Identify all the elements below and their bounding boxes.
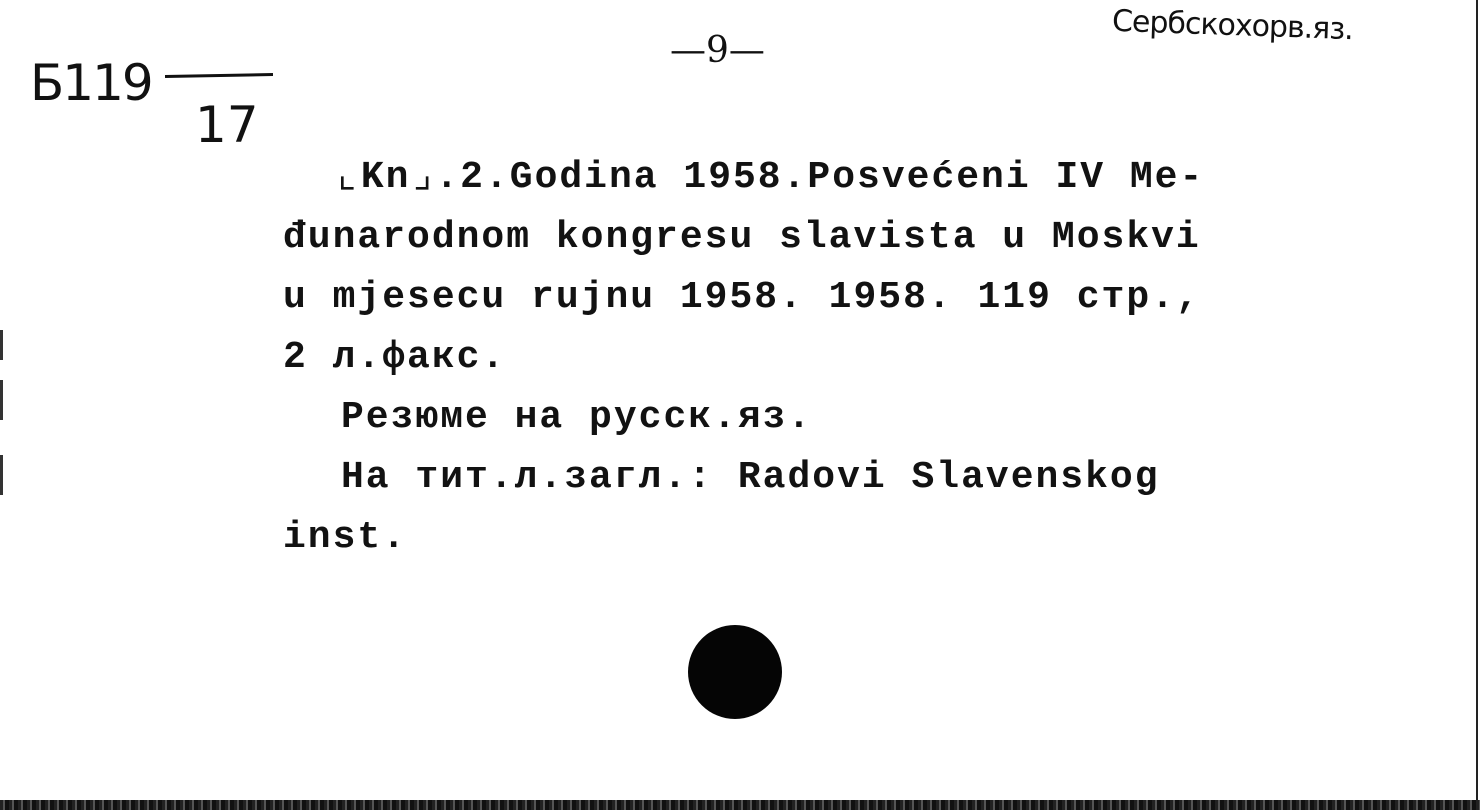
- entry-line: ⌞Kn⌟.2.Godina 1958.Posvećeni IV Me-: [336, 156, 1205, 199]
- shelfmark: [30, 54, 260, 168]
- edge-mark: [0, 380, 3, 420]
- entry-line: u mjesecu rujnu 1958. 1958. 119 стр.,: [283, 276, 1201, 319]
- page-number: —9—: [670, 30, 765, 71]
- punch-hole: [688, 625, 782, 719]
- entry-line: inst.: [283, 516, 408, 559]
- subject-tag: Сербскохорв.яз.: [1111, 3, 1354, 48]
- card-right-edge: [1476, 0, 1478, 800]
- entry-line: Резюме на русск.яз.: [341, 396, 813, 439]
- shelfmark-bottom: 17: [195, 96, 259, 154]
- shelfmark-rule: [165, 73, 273, 78]
- card-bottom-edge: [0, 800, 1480, 810]
- entry-line: 2 л.факс.: [283, 336, 507, 379]
- entry-line: đunarodnom kongresu slavista u Moskvi: [283, 216, 1201, 259]
- entry-line: На тит.л.загл.: Radovi Slavenskog: [341, 456, 1160, 499]
- edge-mark: [0, 455, 3, 495]
- edge-mark: [0, 330, 3, 360]
- shelfmark-top: Б119: [30, 54, 152, 112]
- bibliographic-entry: [283, 148, 1443, 568]
